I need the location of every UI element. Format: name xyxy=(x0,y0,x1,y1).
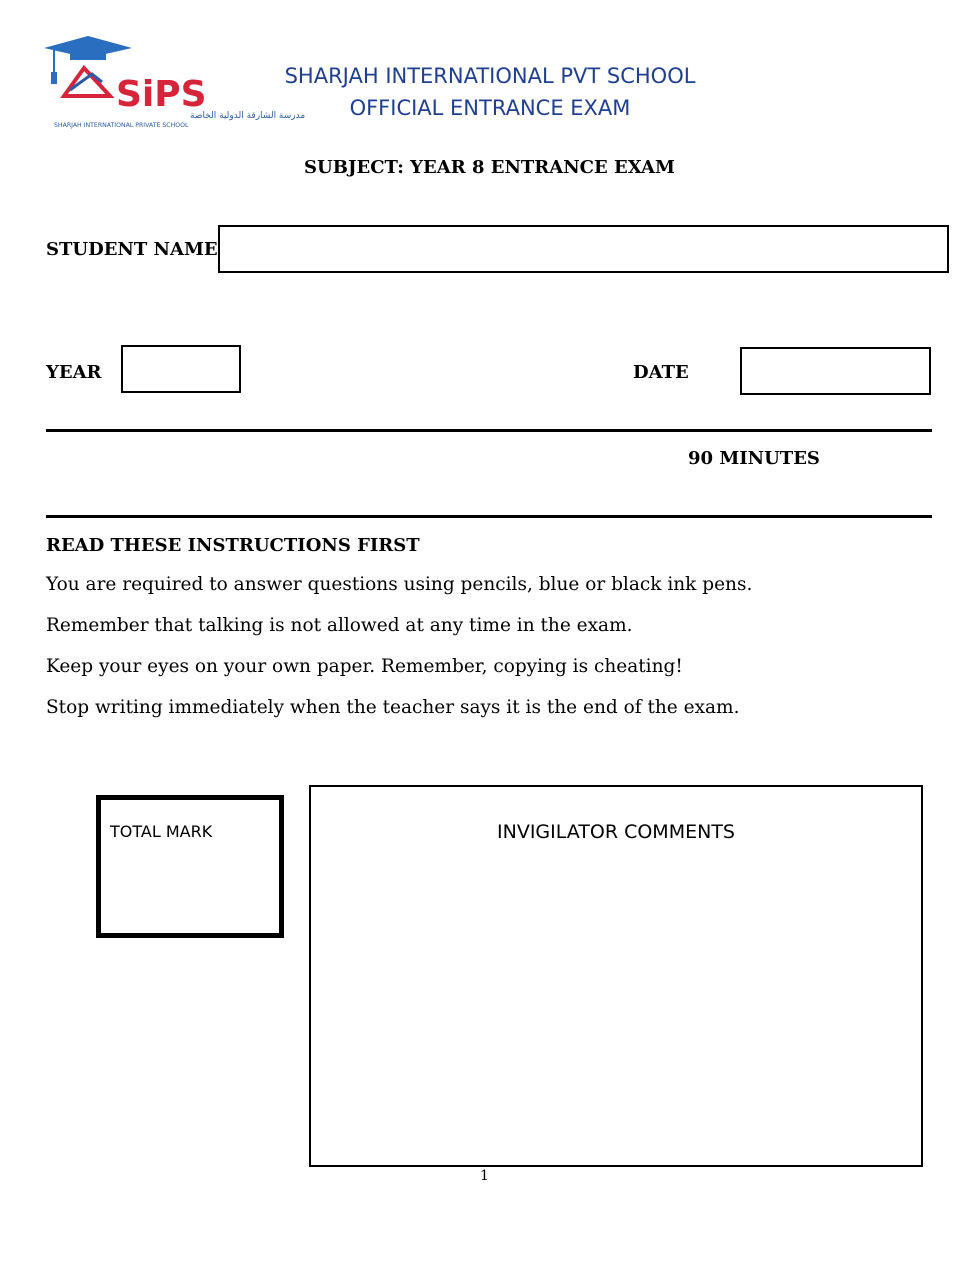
school-header xyxy=(240,60,740,124)
instruction-line: Keep your eyes on your own paper. Remember, copying is cheating! xyxy=(46,656,683,677)
top-divider xyxy=(46,429,932,432)
exam-title: OFFICIAL ENTRANCE EXAM xyxy=(349,96,631,120)
bottom-divider xyxy=(46,515,932,518)
instruction-line: You are required to answer questions using pencils, blue or black ink pens. xyxy=(46,574,753,595)
subject-line: SUBJECT: YEAR 8 ENTRANCE EXAM xyxy=(304,157,675,178)
duration: 90 MINUTES xyxy=(688,448,820,469)
total-mark-box[interactable] xyxy=(96,795,284,938)
svg-text:SHARJAH INTERNATIONAL PRIVATE: SHARJAH INTERNATIONAL PRIVATE SCHOOL xyxy=(54,122,189,129)
year-field[interactable] xyxy=(121,345,241,393)
instruction-line: Remember that talking is not allowed at any time in the exam. xyxy=(46,615,633,636)
invigilator-comments-box[interactable] xyxy=(309,785,923,1167)
student-name-label: STUDENT NAME xyxy=(46,239,218,260)
year-label: YEAR xyxy=(46,362,102,383)
svg-text:SiPS: SiPS xyxy=(116,74,207,115)
invigilator-comments-label: INVIGILATOR COMMENTS xyxy=(497,821,735,843)
date-label: DATE xyxy=(633,362,689,383)
school-name: SHARJAH INTERNATIONAL PVT SCHOOL xyxy=(284,64,696,88)
school-logo xyxy=(40,34,306,134)
instruction-line: Stop writing immediately when the teacher says it is the end of the exam. xyxy=(46,697,740,718)
graduation-cap-logo-icon xyxy=(40,34,306,134)
instructions-heading: READ THESE INSTRUCTIONS FIRST xyxy=(46,535,420,556)
student-name-field[interactable] xyxy=(218,225,949,273)
svg-text:مدرسة الشارقة الدولية الخاصة: مدرسة الشارقة الدولية الخاصة xyxy=(190,111,306,121)
date-field[interactable] xyxy=(740,347,931,395)
page-number: 1 xyxy=(480,1168,489,1184)
total-mark-label: TOTAL MARK xyxy=(110,822,213,841)
